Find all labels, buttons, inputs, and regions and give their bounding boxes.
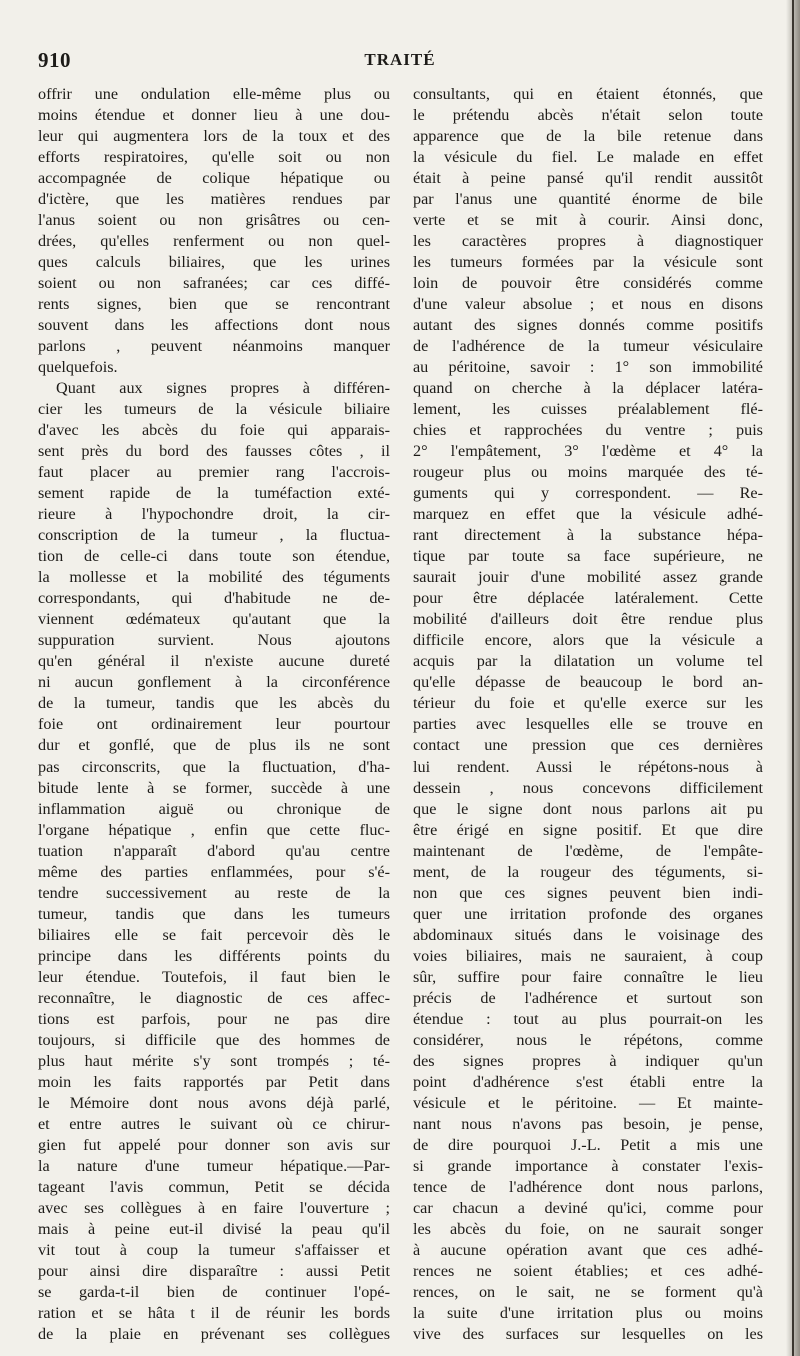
text-line: pas circonscrits, que la fluctuation, d'ha- <box>38 757 390 776</box>
text-line: l'anus soient ou non grisâtres ou cen- <box>38 211 390 230</box>
text-line: contact une pression que ces dernières <box>413 736 763 755</box>
text-line: ni aucun gonflement à la circonférence <box>38 673 390 692</box>
text-line: rant directement à la substance hépa- <box>413 526 763 545</box>
text-line: bitude lente à se former, succède à une <box>38 778 390 797</box>
text-line: par l'anus une quantité énorme de bile <box>413 190 763 209</box>
text-line: point d'adhérence s'est établi entre la <box>413 1072 763 1091</box>
text-line: nant nous n'avons pas besoin, je pense, <box>413 1114 763 1133</box>
text-line: mais à peine eut-il divisé la peau qu'il <box>38 1219 390 1238</box>
text-line: de la tumeur, tandis que les abcès du <box>38 694 390 713</box>
text-line: correspondants, qui d'habitude ne de- <box>38 589 390 608</box>
text-line: abdominaux situés dans le voisinage des <box>413 925 763 944</box>
text-line: la vésicule du fiel. Le malade en effet <box>413 148 763 167</box>
text-line: suppuration survient. Nous ajoutons <box>38 631 390 650</box>
text-line: de dire pourquoi J.-L. Petit a mis une <box>413 1135 763 1154</box>
text-line: saurait jouir d'une mobilité assez grande <box>413 568 763 587</box>
text-line: conscription de la tumeur , la fluctua- <box>38 526 390 545</box>
text-line: si grande importance à constater l'exis- <box>413 1156 763 1175</box>
text-line: tions est parfois, pour ne pas dire <box>38 1009 390 1028</box>
text-line: même des parties enflammées, pour s'é- <box>38 862 390 881</box>
text-line: au péritoine, savoir : 1° son immobilité <box>413 358 763 377</box>
text-line: pour ainsi dire disparaître : aussi Petit <box>38 1261 390 1280</box>
text-line: d'ictère, que les matières rendues par <box>38 190 390 209</box>
text-line: biliaires elle se fait percevoir dès le <box>38 925 390 944</box>
text-line: lement, les cuisses préalablement flé- <box>413 400 763 419</box>
text-line: térieur du foie et qu'elle exerce sur les <box>413 694 763 713</box>
text-line: inflammation aiguë ou chronique de <box>38 799 390 818</box>
text-line: principe dans les différents points du <box>38 946 390 965</box>
text-line: quelquefois. <box>38 358 118 377</box>
text-line: tion de celle-ci dans toute son étendue, <box>38 547 390 566</box>
text-line: toujours, si difficile que des hommes de <box>38 1030 390 1049</box>
text-line: parties avec lesquelles elle se trouve en <box>413 715 763 734</box>
text-line: que le signe dont nous parlons ait pu <box>413 799 763 818</box>
text-line: moin les faits rapportés par Petit dans <box>38 1072 390 1091</box>
text-line: à aucune opération avant que ces adhé- <box>413 1240 763 1259</box>
text-line: efforts respiratoires, qu'elle soit ou non <box>38 148 390 167</box>
text-line: rences ne soient établies; et ces adhé- <box>413 1261 763 1280</box>
text-line: la suite d'une irritation plus ou moins <box>413 1303 763 1322</box>
text-line: la nature d'une tumeur hépatique.—Par- <box>38 1156 390 1175</box>
text-line: non que ces signes peuvent bien indi- <box>413 883 763 902</box>
text-line: cier les tumeurs de la vésicule biliaire <box>38 400 390 419</box>
text-line: considérer, nous le répétons, comme <box>413 1030 763 1049</box>
text-line: tique par toute sa face supérieure, ne <box>413 547 763 566</box>
text-line: faut placer au premier rang l'accrois- <box>38 463 390 482</box>
text-line: avec ses collègues à en faire l'ouverture ; <box>38 1198 390 1217</box>
left-text-column <box>38 84 390 1345</box>
text-line: Quant aux signes propres à différen- <box>56 379 390 398</box>
text-line: se garda-t-il bien de continuer l'opé- <box>38 1282 390 1301</box>
text-line: chies et rapprochées du ventre ; puis <box>413 421 763 440</box>
text-line: des signes propres à indiquer qu'un <box>413 1051 763 1070</box>
text-line: offrir une ondulation elle-même plus ou <box>38 85 390 103</box>
text-line: souvent dans les affections dont nous <box>38 316 390 335</box>
text-line: être érigé en signe positif. Et que dire <box>413 820 763 839</box>
text-line: était à peine pansé qu'il rendit aussitôt <box>413 169 763 188</box>
page-header <box>32 48 768 72</box>
text-line: de l'adhérence de la tumeur vésiculaire <box>413 337 763 356</box>
page-edge-line <box>792 0 794 1356</box>
text-line: tendre successivement au reste de la <box>38 883 390 902</box>
text-line: sûr, suffire pour faire connaître le lieu <box>413 967 763 986</box>
text-line: vive des surfaces sur lesquelles on les <box>413 1324 763 1343</box>
text-line: ques calculs biliaires, que les urines <box>38 253 390 272</box>
text-line: loin de pouvoir être considérés comme <box>413 274 763 293</box>
text-line: tuation n'apparaît d'abord qu'au centre <box>38 841 390 860</box>
text-line: qu'en général il n'existe aucune dureté <box>38 652 390 671</box>
text-line: rieure à l'hypochondre droit, la cir- <box>38 505 390 524</box>
text-line: moins étendue et donner lieu à une dou- <box>38 106 390 125</box>
text-line: d'une valeur absolue ; et nous en disons <box>413 295 763 314</box>
text-line: tumeur, tandis que dans les tumeurs <box>38 904 390 923</box>
text-line: le Mémoire dont nous avons déjà parlé, <box>38 1093 390 1112</box>
text-line: acquis par la dilatation un volume tel <box>413 652 763 671</box>
text-line: d'avec les abcès du foie qui apparais- <box>38 421 390 440</box>
text-line: accompagnée de colique hépatique ou <box>38 169 390 188</box>
right-text-column <box>413 84 763 1345</box>
text-line: soient ou non safranées; car ces diffé- <box>38 274 390 293</box>
text-line: foie ont ordinairement leur pourtour <box>38 715 390 734</box>
text-line: le prétendu abcès n'était selon toute <box>413 106 763 125</box>
text-line: autant des signes donnés comme positifs <box>413 316 763 335</box>
text-line: l'organe hépatique , enfin que cette fluc- <box>38 820 390 839</box>
text-line: sement rapide de la tuméfaction exté- <box>38 484 390 503</box>
text-line: les abcès du foie, on ne saurait songer <box>413 1219 763 1238</box>
text-line: plus haut mérite s'y sont trompés ; té- <box>38 1051 390 1070</box>
text-line: reconnaître, le diagnostic de ces affec- <box>38 988 390 1007</box>
page-number: 910 <box>38 48 71 72</box>
running-title: TRAITÉ <box>364 50 436 69</box>
text-line: pour être déplacée latéralement. Cette <box>413 589 763 608</box>
text-line: viennent œdémateux qu'autant que la <box>38 610 390 629</box>
text-line: rougeur plus ou moins marquée des té- <box>413 463 763 482</box>
text-line: dur et gonflé, que de plus ils ne sont <box>38 736 390 755</box>
text-line: lui rendent. Aussi le répétons-nous à <box>413 757 763 776</box>
text-line: maintenant de l'œdème, de l'empâte- <box>413 841 763 860</box>
text-line: mobilité d'ailleurs doit être rendue plus <box>413 610 763 629</box>
text-line: la mollesse et la mobilité des téguments <box>38 568 390 587</box>
text-line: tageant l'avis commun, Petit se décida <box>38 1177 390 1196</box>
text-line: de la plaie en prévenant ses collègues <box>38 1324 390 1343</box>
text-line: quand on cherche à la déplacer latéra- <box>413 379 763 398</box>
text-line: parlons , peuvent néanmoins manquer <box>38 337 390 356</box>
text-line: ration et se hâta t il de réunir les bords <box>38 1303 390 1322</box>
text-line: précis de l'adhérence et surtout son <box>413 988 763 1007</box>
text-line: vit tout à coup la tumeur s'affaisser et <box>38 1240 390 1259</box>
text-line: les caractères propres à diagnostiquer <box>413 232 763 251</box>
text-line: rences, on le sait, ne se forment qu'à <box>413 1282 763 1301</box>
text-line: leur étendue. Toutefois, il faut bien le <box>38 967 390 986</box>
text-line: étendue : tout au plus pourrait-on les <box>413 1009 763 1028</box>
text-line: et entre autres le suivant où ce chirur- <box>38 1114 390 1133</box>
text-line: verte et se mit à courir. Ainsi donc, <box>413 211 763 230</box>
text-line: ment, de la rougeur des téguments, si- <box>413 862 763 881</box>
text-line: tence de l'adhérence dont nous parlons, <box>413 1177 763 1196</box>
text-line: apparence que de la bile retenue dans <box>413 127 763 146</box>
text-line: gien fut appelé pour donner son avis sur <box>38 1135 390 1154</box>
text-line: qu'elle dépasse de beaucoup le bord an- <box>413 673 763 692</box>
text-line: les tumeurs formées par la vésicule sont <box>413 253 763 272</box>
text-line: dessein , nous concevons difficilement <box>413 778 763 797</box>
text-line: voies biliaires, mais ne sauraient, à coup <box>413 946 763 965</box>
text-line: consultants, qui en étaient étonnés, que <box>413 85 763 103</box>
text-line: sent près du bord des fausses côtes , il <box>38 442 390 461</box>
text-line: guments qui y correspondent. — Re- <box>413 484 763 503</box>
text-line: quer une irritation profonde des organes <box>413 904 763 923</box>
text-line: marquez en effet que la vésicule adhé- <box>413 505 763 524</box>
text-line: 2° l'empâtement, 3° l'œdème et 4° la <box>413 442 763 461</box>
text-line: vésicule et le péritoine. — Et mainte- <box>413 1093 763 1112</box>
text-line: car chacun a deviné qu'ici, comme pour <box>413 1198 763 1217</box>
text-line: leur qui augmentera lors de la toux et des <box>38 127 390 146</box>
text-line: difficile encore, alors que la vésicule a <box>413 631 763 650</box>
text-line: drées, qu'elles renferment ou non quel- <box>38 232 390 251</box>
text-line: rents signes, bien que se rencontrant <box>38 295 390 314</box>
